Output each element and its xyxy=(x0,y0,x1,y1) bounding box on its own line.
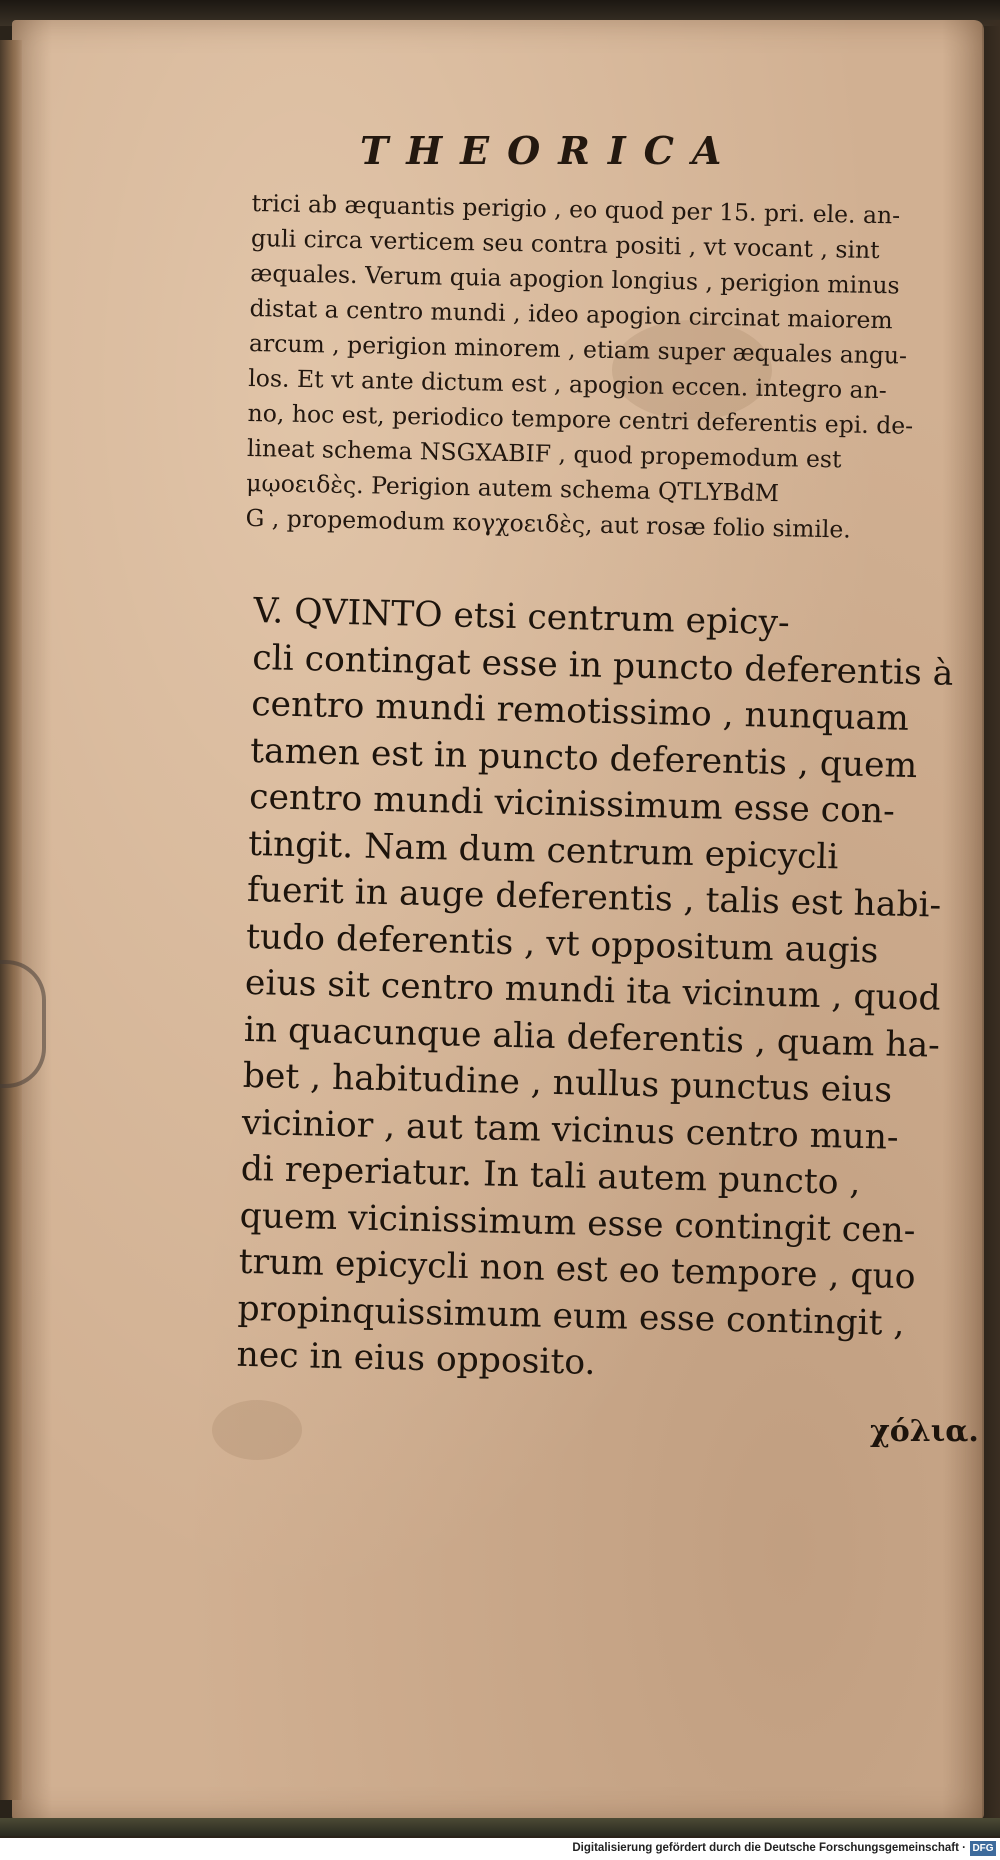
text-line: no, hoc est, periodico tempore centri deferentis epi. de- xyxy=(247,398,914,440)
text-line: nec in eius opposito. xyxy=(236,1334,596,1383)
text-line: los. Et vt ante dictum est , apogion eccen. integro an- xyxy=(248,363,887,405)
text-line: tudo deferentis , vt oppositum augis xyxy=(245,916,879,971)
text-line: centro mundi vicinissimum esse con- xyxy=(248,776,896,832)
annotation-paragraph xyxy=(245,186,972,550)
text-line: tingit. Nam dum centrum epicycli xyxy=(247,823,839,877)
text-line: trici ab æquantis perigio , eo quod per 15. pri. ele. an- xyxy=(251,188,901,230)
text-line: distat a centro mundi , ideo apogion circinat maiorem xyxy=(249,293,893,335)
text-line: μῳοειδὲς. Perigion autem schema QTLYBdM xyxy=(246,468,780,508)
text-line: bet , habitudine , nullus punctus eius xyxy=(242,1055,893,1111)
text-line: in quacunque alia deferentis , quam ha- xyxy=(243,1009,941,1066)
text-line: arcum , perigion minorem , etiam super æquales angu- xyxy=(248,328,908,370)
book-binding xyxy=(0,40,22,1800)
running-head: THEORICA xyxy=(360,128,740,173)
catchword: χόλια. xyxy=(870,1414,979,1449)
text-line: quem vicinissimum esse contingit cen- xyxy=(239,1195,916,1251)
dfg-logo: DFG xyxy=(970,1841,996,1856)
footer-credit: Digitalisierung gefördert durch die Deutsche Forschungsgemeinschaft · xyxy=(572,1842,966,1854)
main-paragraph xyxy=(236,588,974,1395)
text-line: guli circa verticem seu contra positi , vt vocant , sint xyxy=(250,223,880,265)
text-line: vicinior , aut tam vicinus centro mun- xyxy=(241,1102,900,1158)
text-line: trum epicycli non est eo tempore , quo xyxy=(238,1241,916,1298)
text-line: G , propemodum κογχοειδὲς, aut rosæ folio simile. xyxy=(245,503,852,544)
text-line: eius sit centro mundi ita vicinum , quod xyxy=(244,962,942,1019)
text-line: æquales. Verum quia apogion longius , perigion minus xyxy=(250,258,900,300)
text-line: V. QVINTO etsi centrum epicy- xyxy=(253,590,791,644)
text-line: propinquissimum eum esse contingit , xyxy=(237,1288,905,1344)
text-line: fuerit in auge deferentis , talis est habi- xyxy=(246,869,942,926)
text-line: centro mundi remotissimo , nunquam xyxy=(250,683,910,739)
ink-stain xyxy=(212,1400,302,1460)
text-line: cli contingat esse in puncto deferentis à xyxy=(251,637,954,694)
digitization-footer xyxy=(0,1838,1000,1860)
bottom-edge xyxy=(0,1818,1000,1836)
page-clip xyxy=(0,960,46,1088)
text-line: lineat schema NSGXABIF , quod propemodum est xyxy=(246,433,842,474)
text-line: di reperiatur. In tali autem puncto , xyxy=(240,1148,861,1203)
right-edge xyxy=(982,20,1000,1820)
text-line: tamen est in puncto deferentis , quem xyxy=(249,730,918,786)
